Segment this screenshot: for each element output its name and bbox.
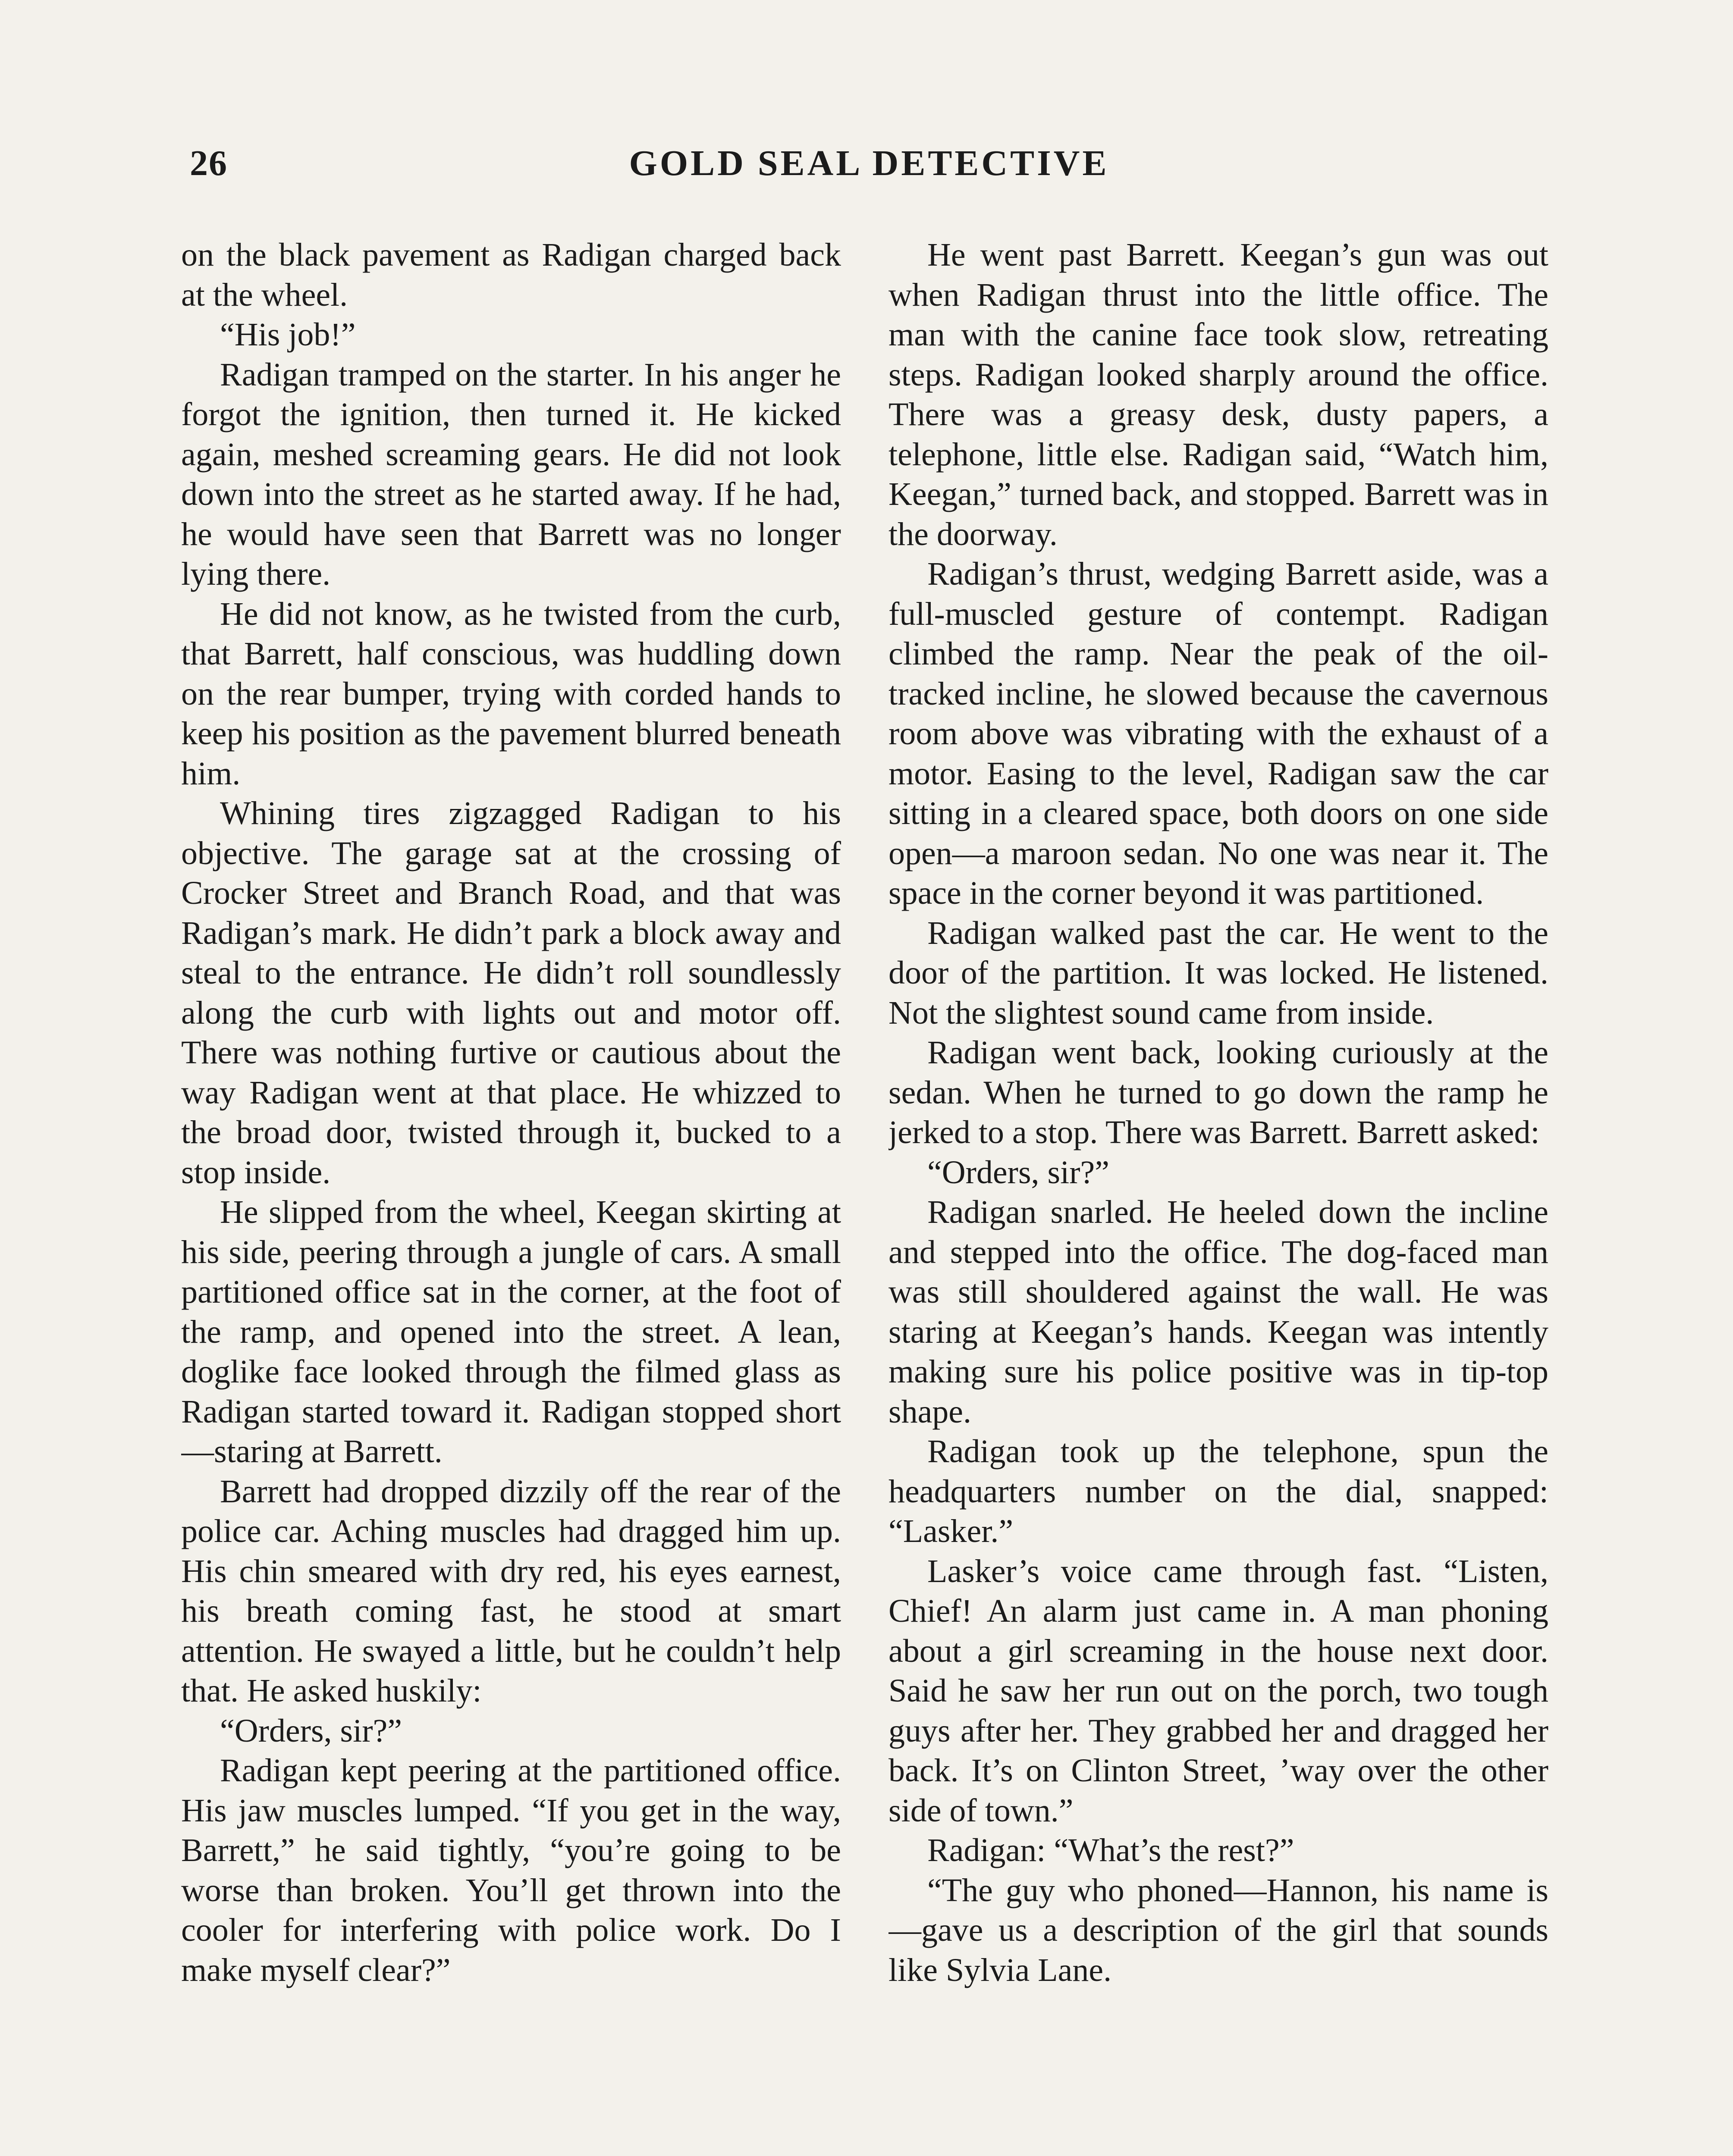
page-header — [181, 142, 1557, 203]
paragraph: on the black pavement as Radigan charged back at the wheel. — [181, 237, 841, 313]
paragraph: “Orders, sir?” — [220, 1712, 402, 1749]
paragraph: “The guy who phoned—Hannon, his name is—gave us a description of the girl that sounds like Sylvia Lane. — [888, 1872, 1548, 1988]
paragraph: “His job!” — [220, 317, 356, 353]
paragraph: He did not know, as he twisted from the curb, that Barrett, half conscious, was huddling down on the rear bumper, trying with corded hands to keep his position as the pavement blurred beneath him. — [181, 595, 841, 792]
paragraph: Whining tires zigzagged Radigan to his objective. The garage sat at the crossing of Crocker Street and Branch Road, and that was Radigan’s mark. He didn’t park a block away and steal to the entrance. He didn’t roll soundlessly along the curb with lights out and motor off. There was nothing furtive or cautious about the way Radigan went at that place. He whizzed to the broad door, twisted through it, bucked to a stop inside. — [181, 795, 841, 1191]
paragraph: Radigan took up the telephone, spun the headquarters number on the dial, snapped: “Lasker.” — [888, 1433, 1548, 1549]
paragraph: He went past Barrett. Keegan’s gun was out when Radigan thrust into the little office. The man with the canine face took slow, retreating steps. Radigan looked sharply around the office. There was a greasy desk, dusty papers, a telephone, little else. Radigan said, “Watch him, Keegan,” turned back, and stopped. Barrett was in the doorway. — [888, 237, 1548, 552]
running-title: GOLD SEAL DETECTIVE — [629, 143, 1109, 183]
paragraph: Radigan: “What’s the rest?” — [927, 1832, 1294, 1868]
paragraph: “Orders, sir?” — [927, 1154, 1110, 1191]
paragraph: Barrett had dropped dizzily off the rear of the police car. Aching muscles had dragged him up. His chin smeared with dry red, his eyes earnest, his breath coming fast, he stood at smart attention. He swayed a little, but he couldn’t help that. He asked huskily: — [181, 1473, 841, 1709]
left-column — [181, 235, 841, 2156]
text-columns — [181, 235, 1548, 2156]
page-number: 26 — [190, 143, 228, 183]
paragraph: Radigan’s thrust, wedging Barrett aside, was a full-muscled gesture of contempt. Radigan climbed the ramp. Near the peak of the oil-tracked incline, he slowed because the cavernous room above was vibrating with the exhaust of a motor. Easing to the level, Radigan saw the car sitting in a cleared space, both doors on one side open—a maroon sedan. No one was near it. The space in the corner beyond it was partitioned. — [888, 556, 1548, 911]
paragraph: Radigan went back, looking curiously at the sedan. When he turned to go down the ramp he jerked to a stop. There was Barrett. Barrett asked: — [888, 1034, 1548, 1150]
paragraph: Lasker’s voice came through fast. “Listen, Chief! An alarm just came in. A man phoning about a girl screaming in the house next door. Said he saw her run out on the porch, two tough guys after her. They grabbed her and dragged her back. It’s on Clinton Street, ’way over the other side of town.” — [888, 1553, 1548, 1829]
paragraph: He slipped from the wheel, Keegan skirting at his side, peering through a jungle of cars. A small partitioned office sat in the corner, at the foot of the ramp, and opened into the street. A lean, doglike face looked through the filmed glass as Radigan started toward it. Radigan stopped short—staring at Barrett. — [181, 1194, 841, 1470]
right-column — [888, 235, 1548, 2156]
paragraph: Radigan kept peering at the partitioned office. His jaw muscles lumped. “If you get in the way, Barrett,” he said tightly, “you’re going to be worse than broken. You’ll get thrown into the cooler for interfering with police work. Do I make myself clear?” — [181, 1752, 841, 1988]
paragraph: Radigan snarled. He heeled down the incline and stepped into the office. The dog-faced man was still shouldered against the wall. He was staring at Keegan’s hands. Keegan was intently making sure his police positive was in tip-top shape. — [888, 1194, 1548, 1430]
paragraph: Radigan walked past the car. He went to the door of the partition. It was locked. He listened. Not the slightest sound came from inside. — [888, 915, 1548, 1031]
paragraph: Radigan tramped on the starter. In his anger he forgot the ignition, then turned it. He kicked again, meshed screaming gears. He did not look down into the street as he started away. If he had, he would have seen that Barrett was no longer lying there. — [181, 356, 841, 592]
